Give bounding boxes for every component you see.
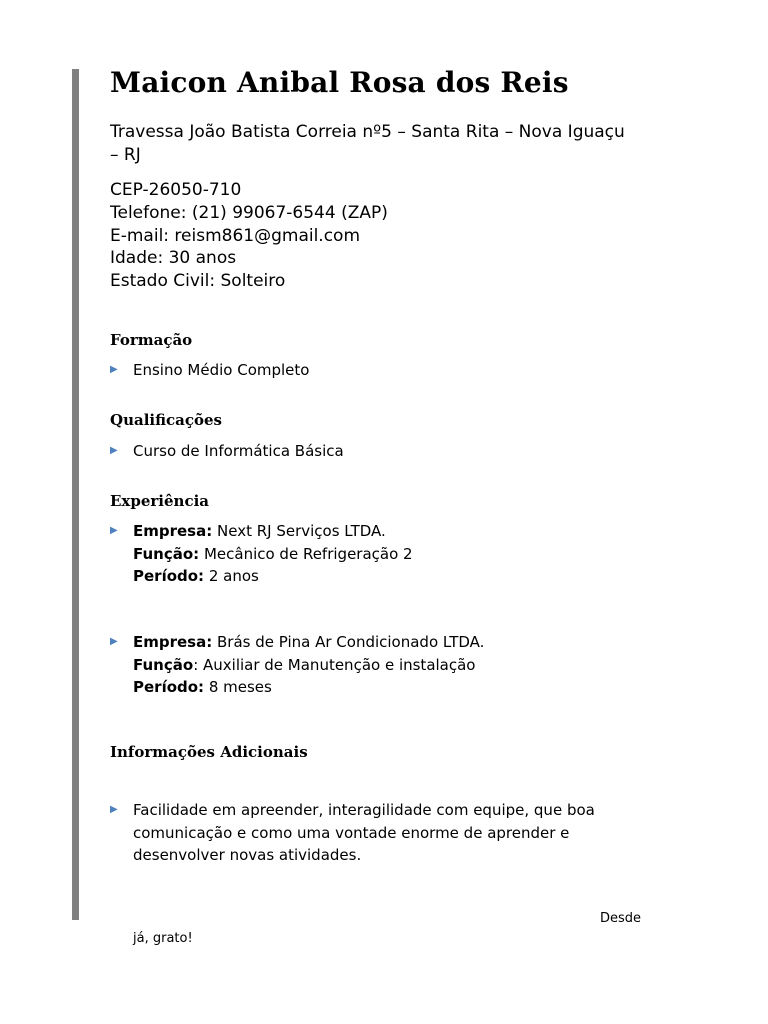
triangle-right-icon: ▶: [110, 636, 118, 647]
list-item: [110, 799, 595, 867]
additional-line: comunicação e como uma vontade enorme de aprender e: [133, 823, 570, 842]
triangle-right-icon: ▶: [110, 445, 118, 456]
role-value: : Auxiliar de Manutenção e instalação: [193, 655, 476, 674]
list-item: [110, 440, 344, 463]
experience-entry: [110, 520, 413, 588]
address: Travessa João Batista Correia nº5 – Santa Rita – Nova Iguaçu – RJ: [110, 122, 625, 165]
period-label: Período:: [133, 678, 205, 697]
triangle-right-icon: ▶: [110, 804, 118, 815]
section-title-additional: Informações Adicionais: [110, 743, 308, 761]
role-label: Função:: [133, 544, 200, 563]
candidate-name: Maicon Anibal Rosa dos Reis: [110, 66, 569, 99]
section-title-experience: Experiência: [110, 492, 210, 510]
company-label: Empresa:: [133, 633, 213, 651]
company-value: Brás de Pina Ar Condicionado LTDA.: [212, 633, 485, 651]
company-value: Next RJ Serviços LTDA.: [212, 522, 386, 540]
role-label: Função: [133, 655, 194, 674]
list-item: [110, 359, 309, 382]
cep: CEP-26050-710: [110, 180, 242, 200]
triangle-right-icon: ▶: [110, 364, 118, 375]
additional-line: Facilidade em apreender, interagilidade com equipe, que boa: [133, 801, 595, 819]
period-value: 8 meses: [204, 678, 272, 697]
age: Idade: 30 anos: [110, 248, 237, 269]
education-item: Ensino Médio Completo: [133, 361, 310, 379]
triangle-right-icon: ▶: [110, 525, 118, 536]
qualification-item: Curso de Informática Básica: [133, 442, 344, 460]
role-value: Mecânico de Refrigeração 2: [199, 544, 413, 563]
period-label: Período:: [133, 567, 205, 586]
civil-status: Estado Civil: Solteiro: [110, 271, 286, 292]
closing-line-2: já, grato!: [133, 931, 193, 946]
section-title-education: Formação: [110, 331, 193, 349]
contact-block: [110, 179, 388, 293]
additional-line: desenvolver novas atividades.: [133, 846, 362, 865]
email: E-mail: reism861@gmail.com: [110, 225, 361, 246]
left-margin-bar: [72, 69, 79, 920]
period-value: 2 anos: [204, 567, 259, 586]
company-label: Empresa:: [133, 522, 213, 540]
closing-line-1: Desde: [600, 911, 642, 926]
section-title-qualifications: Qualificações: [110, 411, 222, 429]
phone: Telefone: (21) 99067-6544 (ZAP): [110, 202, 388, 223]
experience-entry: [110, 631, 484, 699]
